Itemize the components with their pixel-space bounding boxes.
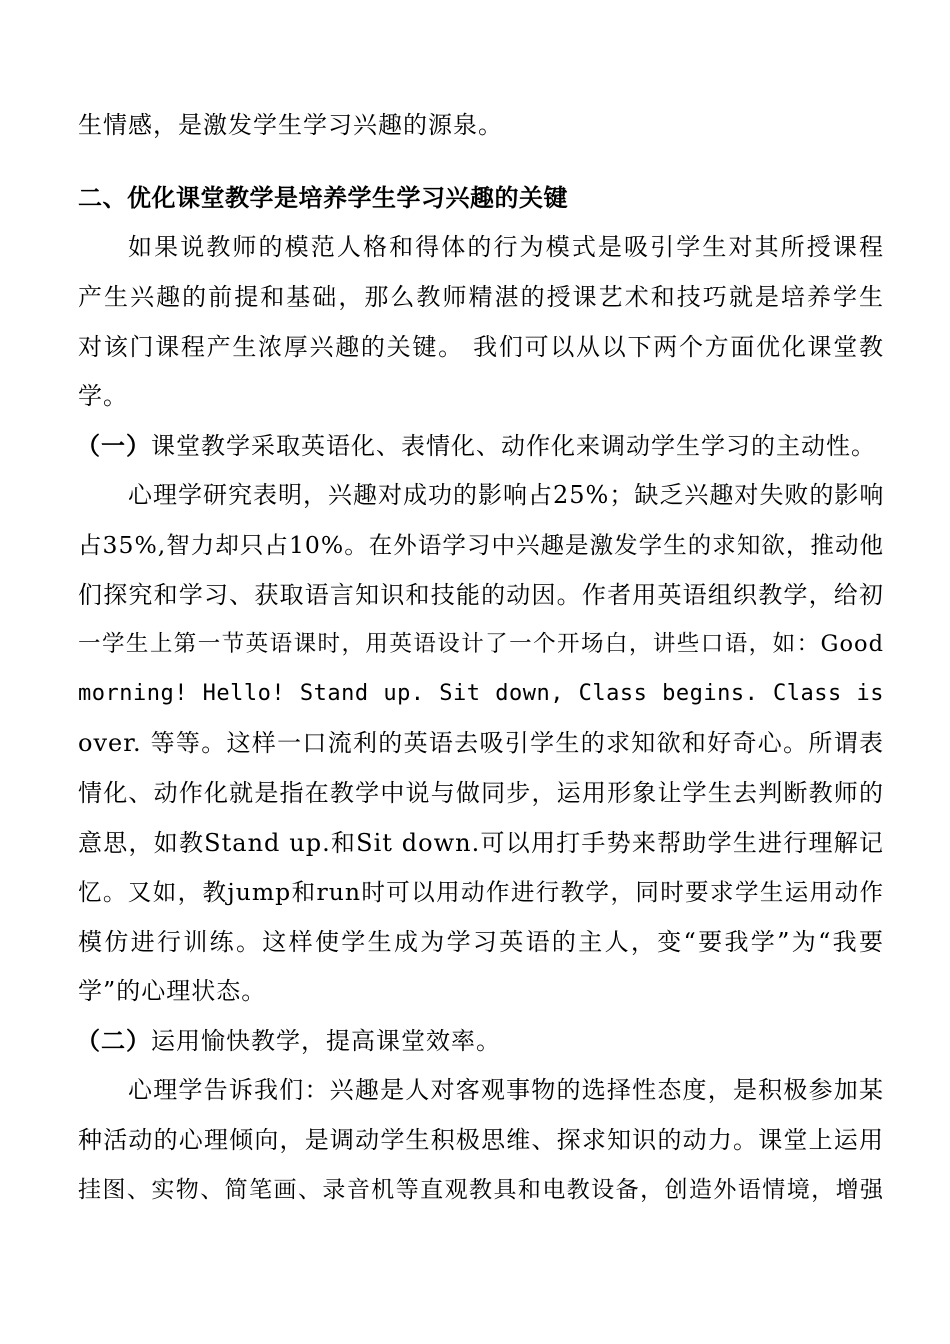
paragraph-line: morning! Hello! Stand up. Sit down, Class begins. Class is: [78, 681, 884, 706]
paragraph-line: 如果说教师的模范人格和得体的行为模式是吸引学生对其所授课程: [128, 233, 884, 261]
paragraph-line: 学。: [78, 382, 128, 410]
paragraph-line: 情化、动作化就是指在教学中说与做同步，运用形象让学生去判断教师的: [78, 779, 884, 807]
subsection-title: 运用愉快教学，提高课堂效率。: [151, 1027, 501, 1055]
subsection-title: 课堂教学采取英语化、表情化、动作化来调动学生学习的主动性。: [151, 432, 876, 460]
subsection-heading: [76, 1021, 882, 1061]
subsection-number: （一）: [76, 432, 151, 460]
paragraph-line: 一学生上第一节英语课时，用英语设计了一个开场白，讲些口语，如：Good: [78, 631, 884, 657]
paragraph-line: 模仿进行训练。这样使学生成为学习英语的主人，变“要我学”为“我要: [78, 928, 884, 956]
paragraph-line: 忆。又如，教jump和run时可以用动作进行教学，同时要求学生运用动作: [78, 878, 884, 906]
paragraph-line: 占35%,智力却只占10%。在外语学习中兴趣是激发学生的求知欲，推动他: [78, 531, 884, 559]
paragraph-line: 挂图、实物、简笔画、录音机等直观教具和电教设备，创造外语情境，增强: [78, 1177, 884, 1203]
paragraph-line: 们探究和学习、获取语言知识和技能的动因。作者用英语组织教学，给初: [78, 581, 884, 609]
section-heading: 二、优化课堂教学是培养学生学习兴趣的关键: [78, 184, 568, 212]
paragraph-line: 学”的心理状态。: [78, 977, 267, 1005]
paragraph-line: 对该门课程产生浓厚兴趣的关键。 我们可以从以下两个方面优化课堂教: [78, 333, 884, 361]
paragraph-line: 种活动的心理倾向，是调动学生积极思维、探求知识的动力。课堂上运用: [78, 1126, 884, 1154]
subsection-number: （二）: [76, 1027, 151, 1055]
paragraph-line: 意思，如教Stand up.和Sit down.可以用打手势来帮助学生进行理解记: [78, 829, 884, 857]
subsection-heading: [76, 426, 882, 466]
paragraph-line: 生情感，是激发学生学习兴趣的源泉。: [78, 111, 503, 139]
paragraph-line: over. 等等。这样一口流利的英语去吸引学生的求知欲和好奇心。所谓表: [78, 729, 884, 757]
paragraph-line: 心理学研究表明，兴趣对成功的影响占25%；缺乏兴趣对失败的影响: [128, 481, 885, 509]
paragraph-line: 心理学告诉我们：兴趣是人对客观事物的选择性态度，是积极参加某: [128, 1076, 884, 1104]
paragraph-line: 产生兴趣的前提和基础，那么教师精湛的授课艺术和技巧就是培养学生: [78, 283, 884, 311]
